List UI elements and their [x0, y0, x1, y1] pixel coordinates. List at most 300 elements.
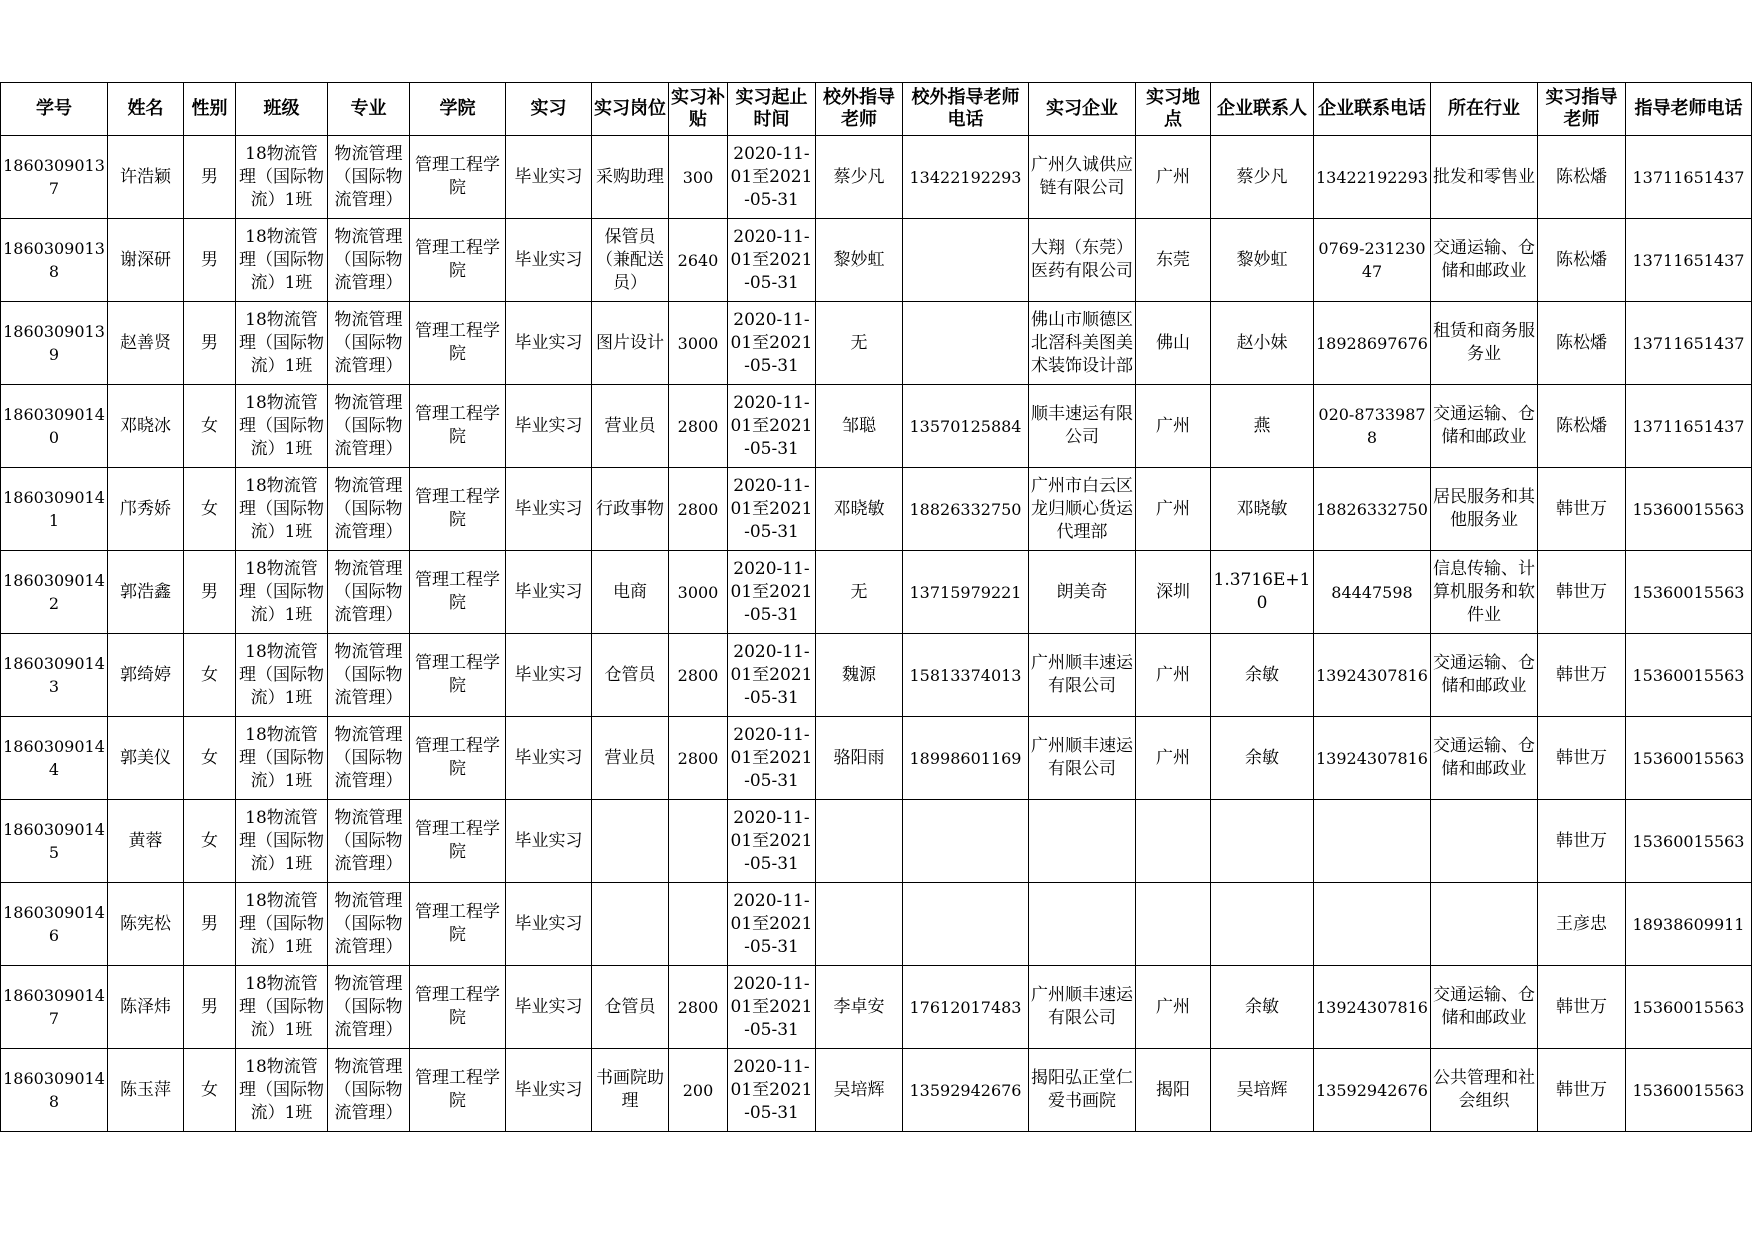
cell-major: [328, 634, 410, 717]
cell-text: 18物流管理（国际物流）1班: [239, 890, 324, 957]
cell-external-mentor: [816, 468, 903, 551]
column-header-mentor-phone: 指导老师电话: [1626, 83, 1752, 136]
cell-text: 毕业实习: [514, 1079, 583, 1100]
cell-text: 2020-11-01至2021-05-31: [730, 807, 813, 874]
cell-college: [410, 219, 506, 302]
cell-college: [410, 966, 506, 1049]
cell-college: [410, 302, 506, 385]
cell-college: [410, 551, 506, 634]
cell-mentor: [1538, 883, 1626, 966]
cell-period: [728, 1049, 816, 1132]
cell-major: [328, 1049, 410, 1132]
column-header-company: 实习企业: [1029, 83, 1136, 136]
cell-text: 蔡少凡: [833, 166, 885, 187]
cell-subsidy: [669, 800, 728, 883]
cell-period: [728, 219, 816, 302]
cell-major: [328, 468, 410, 551]
cell-text: 陈松燔: [1556, 249, 1607, 270]
table-row: [1, 219, 1752, 302]
cell-mentor: [1538, 717, 1626, 800]
cell-subsidy: [669, 1049, 728, 1132]
cell-location: [1136, 1049, 1211, 1132]
cell-text: 魏源: [842, 664, 876, 685]
cell-internship-type: [506, 551, 592, 634]
cell-subsidy: [669, 219, 728, 302]
cell-text: 18物流管理（国际物流）1班: [239, 973, 324, 1040]
cell-external-mentor: [816, 136, 903, 219]
cell-company-phone: [1314, 717, 1431, 800]
cell-text: 毕业实习: [514, 166, 583, 187]
cell-text: 18603090144: [3, 737, 105, 779]
cell-college: [410, 1049, 506, 1132]
cell-college: [410, 385, 506, 468]
cell-text: 18603090140: [3, 405, 105, 447]
cell-text: 营业员: [604, 747, 656, 768]
cell-company: [1029, 136, 1136, 219]
cell-text: 毕业实习: [514, 415, 583, 436]
cell-text: 物流管理（国际物流管理）: [334, 1056, 403, 1123]
cell-text: 2020-11-01至2021-05-31: [730, 1056, 813, 1123]
cell-subsidy: [669, 966, 728, 1049]
cell-text: 2020-11-01至2021-05-31: [730, 973, 813, 1040]
cell-subsidy: [669, 883, 728, 966]
cell-text: 邹聪: [842, 415, 876, 436]
cell-text: 女: [201, 664, 218, 685]
cell-mentor: [1538, 468, 1626, 551]
cell-external-mentor: [816, 966, 903, 1049]
cell-text: 交通运输、仓储和邮政业: [1433, 653, 1535, 696]
cell-company-phone: [1314, 634, 1431, 717]
cell-text: 0769-23123047: [1318, 239, 1426, 281]
cell-text: 广州顺丰速运有限公司: [1031, 736, 1133, 779]
cell-major: [328, 966, 410, 1049]
cell-mentor-phone: [1626, 468, 1752, 551]
cell-external-mentor: [816, 219, 903, 302]
cell-company: [1029, 966, 1136, 1049]
column-header-period: 实习起止时间: [728, 83, 816, 136]
cell-text: 13715979221: [909, 582, 1022, 602]
cell-major: [328, 302, 410, 385]
cell-mentor-phone: [1626, 219, 1752, 302]
cell-subsidy: [669, 468, 728, 551]
cell-text: 3000: [677, 333, 719, 353]
cell-mentor-phone: [1626, 385, 1752, 468]
cell-mentor: [1538, 551, 1626, 634]
cell-text: 陈松燔: [1556, 166, 1607, 187]
column-header-gender: 性别: [184, 83, 236, 136]
cell-text: 交通运输、仓储和邮政业: [1433, 736, 1535, 779]
cell-text: 陈松燔: [1556, 332, 1607, 353]
cell-position: [592, 634, 669, 717]
cell-college: [410, 883, 506, 966]
cell-text: 东莞: [1156, 249, 1190, 270]
cell-position: [592, 136, 669, 219]
cell-period: [728, 883, 816, 966]
cell-internship-type: [506, 1049, 592, 1132]
column-header-external-mentor-phone: 校外指导老师电话: [903, 83, 1029, 136]
cell-student-id: [1, 302, 108, 385]
cell-company-phone: [1314, 551, 1431, 634]
cell-text: 佛山: [1156, 332, 1190, 353]
cell-external-mentor: [816, 1049, 903, 1132]
cell-text: 批发和零售业: [1433, 166, 1535, 187]
cell-text: 管理工程学院: [415, 155, 500, 198]
cell-external-mentor: [816, 634, 903, 717]
cell-text: 采购助理: [596, 166, 664, 187]
cell-text: 2020-11-01至2021-05-31: [730, 143, 813, 210]
column-header-internship-type: 实习: [506, 83, 592, 136]
cell-text: 物流管理（国际物流管理）: [334, 641, 403, 708]
cell-text: 女: [201, 747, 218, 768]
cell-company-phone: [1314, 468, 1431, 551]
cell-mentor: [1538, 1049, 1626, 1132]
cell-internship-type: [506, 219, 592, 302]
cell-gender: [184, 136, 236, 219]
cell-period: [728, 551, 816, 634]
cell-position: [592, 551, 669, 634]
cell-mentor-phone: [1626, 634, 1752, 717]
cell-name: [108, 551, 184, 634]
cell-text: 赵善贤: [120, 332, 171, 353]
cell-gender: [184, 883, 236, 966]
table-row: [1, 385, 1752, 468]
cell-text: 陈松燔: [1556, 415, 1607, 436]
cell-text: 租赁和商务服务业: [1433, 321, 1535, 364]
cell-gender: [184, 800, 236, 883]
cell-text: 18物流管理（国际物流）1班: [239, 641, 324, 708]
cell-text: 18物流管理（国际物流）1班: [239, 475, 324, 542]
cell-name: [108, 634, 184, 717]
table-row: [1, 800, 1752, 883]
cell-mentor-phone: [1626, 302, 1752, 385]
cell-text: 交通运输、仓储和邮政业: [1433, 238, 1535, 281]
cell-text: 13570125884: [909, 416, 1022, 436]
cell-student-id: [1, 634, 108, 717]
cell-text: 18998601169: [909, 748, 1022, 768]
cell-text: 物流管理（国际物流管理）: [334, 890, 403, 957]
cell-mentor: [1538, 136, 1626, 219]
cell-external-mentor: [816, 717, 903, 800]
cell-text: 管理工程学院: [415, 1068, 500, 1111]
cell-text: 女: [201, 1079, 218, 1100]
cell-text: 广州: [1156, 664, 1190, 685]
cell-text: 深圳: [1156, 581, 1190, 602]
cell-student-id: [1, 551, 108, 634]
cell-class: [236, 717, 328, 800]
cell-gender: [184, 385, 236, 468]
cell-text: 020-87339878: [1318, 405, 1426, 447]
cell-company: [1029, 1049, 1136, 1132]
cell-mentor: [1538, 302, 1626, 385]
cell-student-id: [1, 883, 108, 966]
cell-text: 13422192293: [909, 167, 1022, 187]
cell-text: 佛山市顺德区北滘科美图美术装饰设计部: [1031, 309, 1133, 376]
column-header-external-mentor: 校外指导老师: [816, 83, 903, 136]
cell-text: 物流管理（国际物流管理）: [334, 475, 403, 542]
cell-text: 18物流管理（国际物流）1班: [239, 724, 324, 791]
cell-text: 广州: [1156, 166, 1190, 187]
cell-class: [236, 1049, 328, 1132]
cell-gender: [184, 302, 236, 385]
cell-text: 余敏: [1245, 996, 1279, 1017]
cell-text: 广州: [1156, 747, 1190, 768]
table-row: [1, 1049, 1752, 1132]
cell-text: 管理工程学院: [415, 570, 500, 613]
cell-industry: [1431, 468, 1538, 551]
column-header-position: 实习岗位: [592, 83, 669, 136]
cell-company-phone: [1314, 1049, 1431, 1132]
cell-external-mentor: [816, 800, 903, 883]
cell-text: 毕业实习: [514, 332, 583, 353]
cell-text: 18603090148: [3, 1069, 105, 1111]
cell-text: 顺丰速运有限公司: [1031, 404, 1133, 447]
cell-external-mentor-phone: [903, 551, 1029, 634]
table-row: [1, 136, 1752, 219]
cell-text: 邓晓冰: [120, 415, 171, 436]
cell-text: 84447598: [1331, 582, 1413, 602]
cell-class: [236, 468, 328, 551]
cell-internship-type: [506, 717, 592, 800]
cell-internship-type: [506, 385, 592, 468]
cell-company-contact: [1211, 136, 1314, 219]
cell-name: [108, 1049, 184, 1132]
cell-text: 13924307816: [1316, 748, 1428, 768]
cell-text: 15360015563: [1632, 1080, 1745, 1100]
cell-text: 管理工程学院: [415, 985, 500, 1028]
cell-text: 18603090137: [3, 156, 105, 198]
cell-text: 2020-11-01至2021-05-31: [730, 724, 813, 791]
cell-external-mentor-phone: [903, 302, 1029, 385]
cell-text: 18物流管理（国际物流）1班: [239, 309, 324, 376]
cell-industry: [1431, 634, 1538, 717]
cell-text: 保管员（兼配送员）: [596, 226, 664, 293]
cell-text: 信息传输、计算机服务和软件业: [1433, 558, 1535, 625]
cell-text: 韩世万: [1556, 664, 1607, 685]
cell-college: [410, 800, 506, 883]
cell-text: 毕业实习: [514, 747, 583, 768]
cell-gender: [184, 551, 236, 634]
cell-industry: [1431, 302, 1538, 385]
cell-college: [410, 136, 506, 219]
cell-text: 韩世万: [1556, 830, 1607, 851]
cell-internship-type: [506, 468, 592, 551]
cell-text: 13422192293: [1316, 167, 1428, 187]
column-header-location: 实习地点: [1136, 83, 1211, 136]
cell-text: 物流管理（国际物流管理）: [334, 558, 403, 625]
cell-industry: [1431, 219, 1538, 302]
cell-company-phone: [1314, 800, 1431, 883]
cell-external-mentor: [816, 302, 903, 385]
cell-class: [236, 551, 328, 634]
cell-company: [1029, 551, 1136, 634]
cell-period: [728, 717, 816, 800]
cell-location: [1136, 634, 1211, 717]
column-header-student-id: 学号: [1, 83, 108, 136]
cell-text: 男: [201, 581, 218, 602]
cell-company-contact: [1211, 385, 1314, 468]
cell-text: 物流管理（国际物流管理）: [334, 392, 403, 459]
cell-location: [1136, 302, 1211, 385]
cell-text: 2800: [677, 665, 719, 685]
cell-text: 吴培辉: [833, 1079, 885, 1100]
cell-gender: [184, 634, 236, 717]
cell-text: 300: [682, 167, 714, 187]
cell-text: 黄蓉: [128, 830, 163, 851]
cell-company-phone: [1314, 136, 1431, 219]
cell-text: 无: [850, 581, 868, 602]
cell-text: 交通运输、仓储和邮政业: [1433, 404, 1535, 447]
cell-text: 18603090146: [3, 903, 105, 945]
cell-text: 18603090145: [3, 820, 105, 862]
cell-text: 管理工程学院: [415, 321, 500, 364]
cell-internship-type: [506, 966, 592, 1049]
cell-text: 广州顺丰速运有限公司: [1031, 653, 1133, 696]
cell-text: 18603090147: [3, 986, 105, 1028]
cell-text: 谢深研: [120, 249, 171, 270]
table-row: [1, 302, 1752, 385]
cell-text: 仓管员: [604, 664, 656, 685]
cell-text: 毕业实习: [514, 996, 583, 1017]
cell-internship-type: [506, 883, 592, 966]
cell-text: 2640: [677, 250, 719, 270]
cell-name: [108, 966, 184, 1049]
table-body: [1, 136, 1752, 1132]
cell-position: [592, 219, 669, 302]
column-header-industry: 所在行业: [1431, 83, 1538, 136]
cell-external-mentor-phone: [903, 966, 1029, 1049]
cell-text: 交通运输、仓储和邮政业: [1433, 985, 1535, 1028]
cell-mentor-phone: [1626, 966, 1752, 1049]
cell-text: 13924307816: [1316, 997, 1428, 1017]
cell-name: [108, 219, 184, 302]
cell-class: [236, 219, 328, 302]
cell-text: 管理工程学院: [415, 487, 500, 530]
cell-text: 陈泽炜: [120, 996, 171, 1017]
cell-mentor: [1538, 800, 1626, 883]
cell-name: [108, 883, 184, 966]
cell-company-phone: [1314, 966, 1431, 1049]
cell-external-mentor-phone: [903, 717, 1029, 800]
column-header-mentor: 实习指导老师: [1538, 83, 1626, 136]
cell-external-mentor-phone: [903, 468, 1029, 551]
cell-student-id: [1, 468, 108, 551]
cell-gender: [184, 219, 236, 302]
cell-text: 2020-11-01至2021-05-31: [730, 475, 813, 542]
cell-text: 15360015563: [1632, 997, 1745, 1017]
cell-college: [410, 717, 506, 800]
cell-mentor: [1538, 219, 1626, 302]
cell-text: 物流管理（国际物流管理）: [334, 143, 403, 210]
cell-gender: [184, 468, 236, 551]
table-row: [1, 468, 1752, 551]
column-header-name: 姓名: [108, 83, 184, 136]
cell-company: [1029, 717, 1136, 800]
header-row: [1, 83, 1752, 136]
cell-external-mentor-phone: [903, 800, 1029, 883]
cell-location: [1136, 883, 1211, 966]
cell-text: 管理工程学院: [415, 404, 500, 447]
cell-college: [410, 634, 506, 717]
cell-period: [728, 468, 816, 551]
cell-text: 女: [201, 830, 218, 851]
cell-external-mentor-phone: [903, 136, 1029, 219]
cell-text: 韩世万: [1556, 747, 1607, 768]
cell-text: 18826332750: [1316, 499, 1428, 519]
cell-text: 2020-11-01至2021-05-31: [730, 226, 813, 293]
cell-major: [328, 136, 410, 219]
cell-external-mentor-phone: [903, 385, 1029, 468]
cell-period: [728, 136, 816, 219]
cell-text: 13711651437: [1632, 416, 1745, 436]
cell-text: 2020-11-01至2021-05-31: [730, 890, 813, 957]
cell-mentor-phone: [1626, 136, 1752, 219]
cell-text: 2800: [677, 416, 719, 436]
cell-company-phone: [1314, 883, 1431, 966]
cell-text: 17612017483: [909, 997, 1022, 1017]
cell-text: 揭阳弘正堂仁爱书画院: [1031, 1068, 1133, 1111]
cell-company-phone: [1314, 302, 1431, 385]
cell-text: 燕: [1253, 415, 1271, 436]
cell-text: 毕业实习: [514, 664, 583, 685]
cell-company-contact: [1211, 302, 1314, 385]
cell-internship-type: [506, 136, 592, 219]
cell-student-id: [1, 385, 108, 468]
internship-table: [0, 82, 1752, 1132]
cell-text: 2020-11-01至2021-05-31: [730, 641, 813, 708]
cell-text: 广州市白云区龙归顺心货运代理部: [1031, 475, 1133, 542]
cell-industry: [1431, 800, 1538, 883]
cell-name: [108, 136, 184, 219]
cell-text: 仓管员: [604, 996, 656, 1017]
cell-text: 13711651437: [1632, 250, 1745, 270]
cell-text: 15360015563: [1632, 748, 1745, 768]
cell-text: 李卓安: [833, 996, 885, 1017]
cell-text: 郭美仪: [120, 747, 171, 768]
cell-text: 13592942676: [1316, 1080, 1428, 1100]
cell-text: 18物流管理（国际物流）1班: [239, 392, 324, 459]
cell-text: 书画院助理: [596, 1068, 664, 1111]
cell-text: 18603090143: [3, 654, 105, 696]
cell-position: [592, 468, 669, 551]
cell-text: 韩世万: [1556, 1079, 1607, 1100]
cell-external-mentor: [816, 551, 903, 634]
cell-company: [1029, 219, 1136, 302]
cell-text: 广州久诚供应链有限公司: [1031, 155, 1133, 198]
cell-text: 18938609911: [1632, 914, 1745, 934]
table-row: [1, 551, 1752, 634]
cell-text: 毕业实习: [514, 249, 583, 270]
cell-company: [1029, 800, 1136, 883]
column-header-class: 班级: [236, 83, 328, 136]
cell-text: 管理工程学院: [415, 902, 500, 945]
cell-period: [728, 302, 816, 385]
cell-text: 毕业实习: [514, 830, 583, 851]
cell-text: 公共管理和社会组织: [1433, 1068, 1535, 1111]
cell-company: [1029, 385, 1136, 468]
cell-text: 男: [201, 166, 218, 187]
cell-major: [328, 717, 410, 800]
cell-student-id: [1, 966, 108, 1049]
cell-location: [1136, 551, 1211, 634]
cell-class: [236, 302, 328, 385]
cell-text: 2020-11-01至2021-05-31: [730, 309, 813, 376]
cell-text: 18603090138: [3, 239, 105, 281]
cell-location: [1136, 136, 1211, 219]
cell-text: 营业员: [604, 415, 656, 436]
cell-gender: [184, 966, 236, 1049]
cell-text: 女: [201, 415, 218, 436]
cell-text: 许浩颖: [120, 166, 171, 187]
